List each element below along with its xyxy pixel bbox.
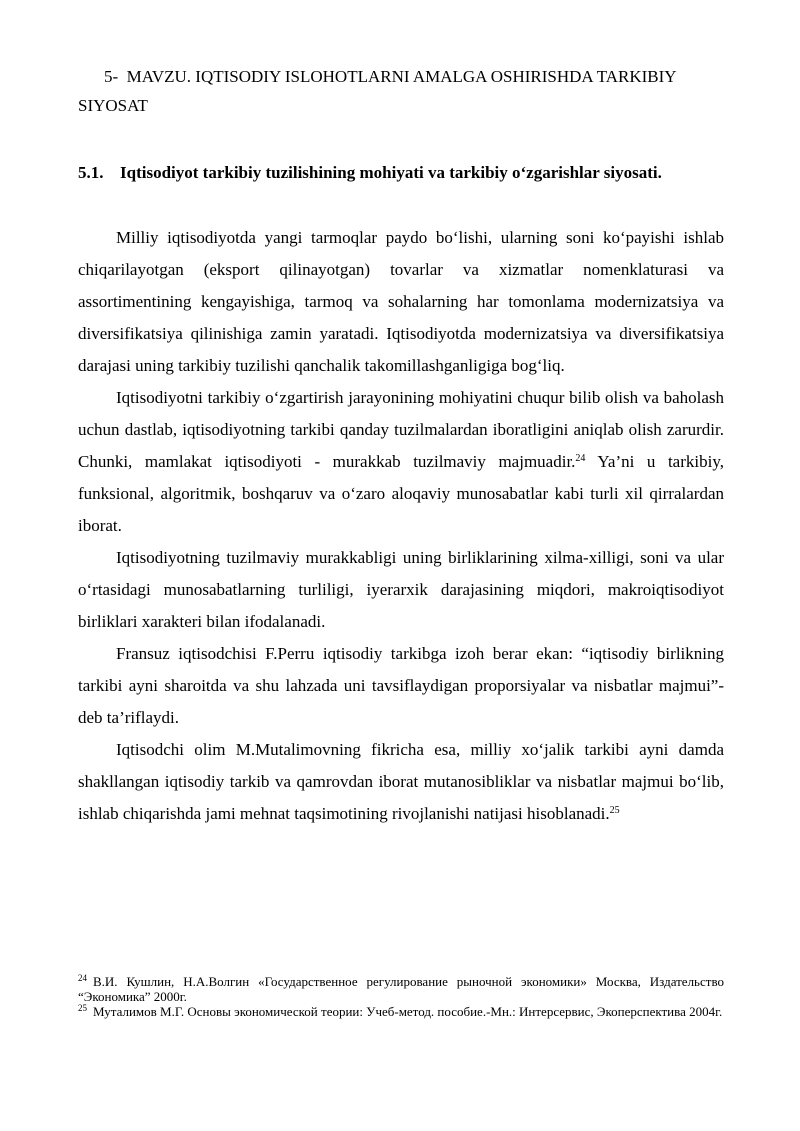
footnote — [78, 1004, 724, 1019]
chapter-number: 5- — [104, 67, 119, 86]
section-title — [78, 158, 724, 187]
footnote-ref: 24 — [575, 453, 586, 464]
footnote-text: В.И. Кушлин, Н.А.Волгин «Государственное регулирование рыночной экономики» Москва, Издательство “Экономика” 2000г. — [78, 974, 724, 1004]
paragraph — [78, 542, 724, 638]
paragraph-text: Iqtisodchi olim M.Mutalimovning fikricha esa, milliy xo‘jalik tarkibi ayni damda shakllangan iqtisodiy tarkib va qamrovdan iborat mutanosibliklar va nisbatlar majmui bo‘lib, ishlab chiqarishda jami mehnat taqsimotining rivojlanishi natijasi hisoblanadi. — [78, 740, 724, 823]
footnote-number: 25 — [78, 1003, 87, 1013]
section-title-text: Iqtisodiyot tarkibiy tuzilishining mohiyati va tarkibiy o‘zgarishlar siyosati. — [120, 163, 662, 182]
paragraph-text: Ya’ni u tarkibiy, funksional, algoritmik, boshqaruv va o‘zaro aloqaviy munosabatlar kabi turli xil qirralardan iborat. — [78, 452, 724, 535]
body-text — [78, 222, 724, 830]
chapter-title-text: MAVZU. IQTISODIY ISLOHOTLARNI AMALGA OSHIRISHDA TARKIBIY SIYOSAT — [78, 67, 676, 115]
paragraph-text: Iqtisodiyotni tarkibiy o‘zgartirish jarayonining mohiyatini chuqur bilib olish va baholash uchun dastlab, iqtisodiyotning tarkibi qanday tuzilmalardan iboratligini aniqlab olish zarurdir. Chunki, mamlakat iqtisodiyoti - murakkab tuzilmaviy majmuadir. — [78, 388, 724, 471]
paragraph — [78, 382, 724, 542]
section-number: 5.1. — [78, 163, 104, 182]
footnote-text: Муталимов М.Г. Основы экономической теории: Учеб-метод. пособие.-Мн.: Интерсервис, Экоперспектива 2004г. — [93, 1004, 723, 1019]
footnote-number: 24 — [78, 973, 87, 983]
paragraph-text: Fransuz iqtisodchisi F.Perru iqtisodiy tarkibga izoh berar ekan: “iqtisodiy birlikning tarkibi ayni sharoitda va shu lahzada uni tavsiflaydigan proporsiyalar va nisbatlar majmui”- deb ta’riflaydi. — [78, 644, 724, 727]
footnote — [78, 974, 724, 1004]
paragraph — [78, 734, 724, 830]
paragraph — [78, 222, 724, 382]
footnotes — [78, 974, 724, 1019]
paragraph-text: Iqtisodiyotning tuzilmaviy murakkabligi uning birliklarining xilma-xilligi, soni va ular o‘rtasidagi munosabatlarning turliligi, iyerarxik darajasining miqdori, makroiqtisodiyot birliklari xarakteri bilan ifodalanadi. — [78, 548, 724, 631]
footnote-ref: 25 — [609, 805, 620, 816]
paragraph-text: Milliy iqtisodiyotda yangi tarmoqlar paydo bo‘lishi, ularning soni ko‘payishi ishlab chiqarilayotgan (eksport qilinayotgan) tovarlar va xizmatlar nomenklaturasi va assortimentining kengayishiga, tarmoq va sohalarning har tomonlama modernizatsiya va diversifikatsiya qilinishiga zamin yaratadi. Iqtisodiyotda modernizatsiya va diversifikatsiya darajasi uning tarkibiy tuzilishi qanchalik takomillashganligiga bog‘liq. — [78, 228, 724, 375]
chapter-title — [78, 62, 724, 120]
paragraph — [78, 638, 724, 734]
